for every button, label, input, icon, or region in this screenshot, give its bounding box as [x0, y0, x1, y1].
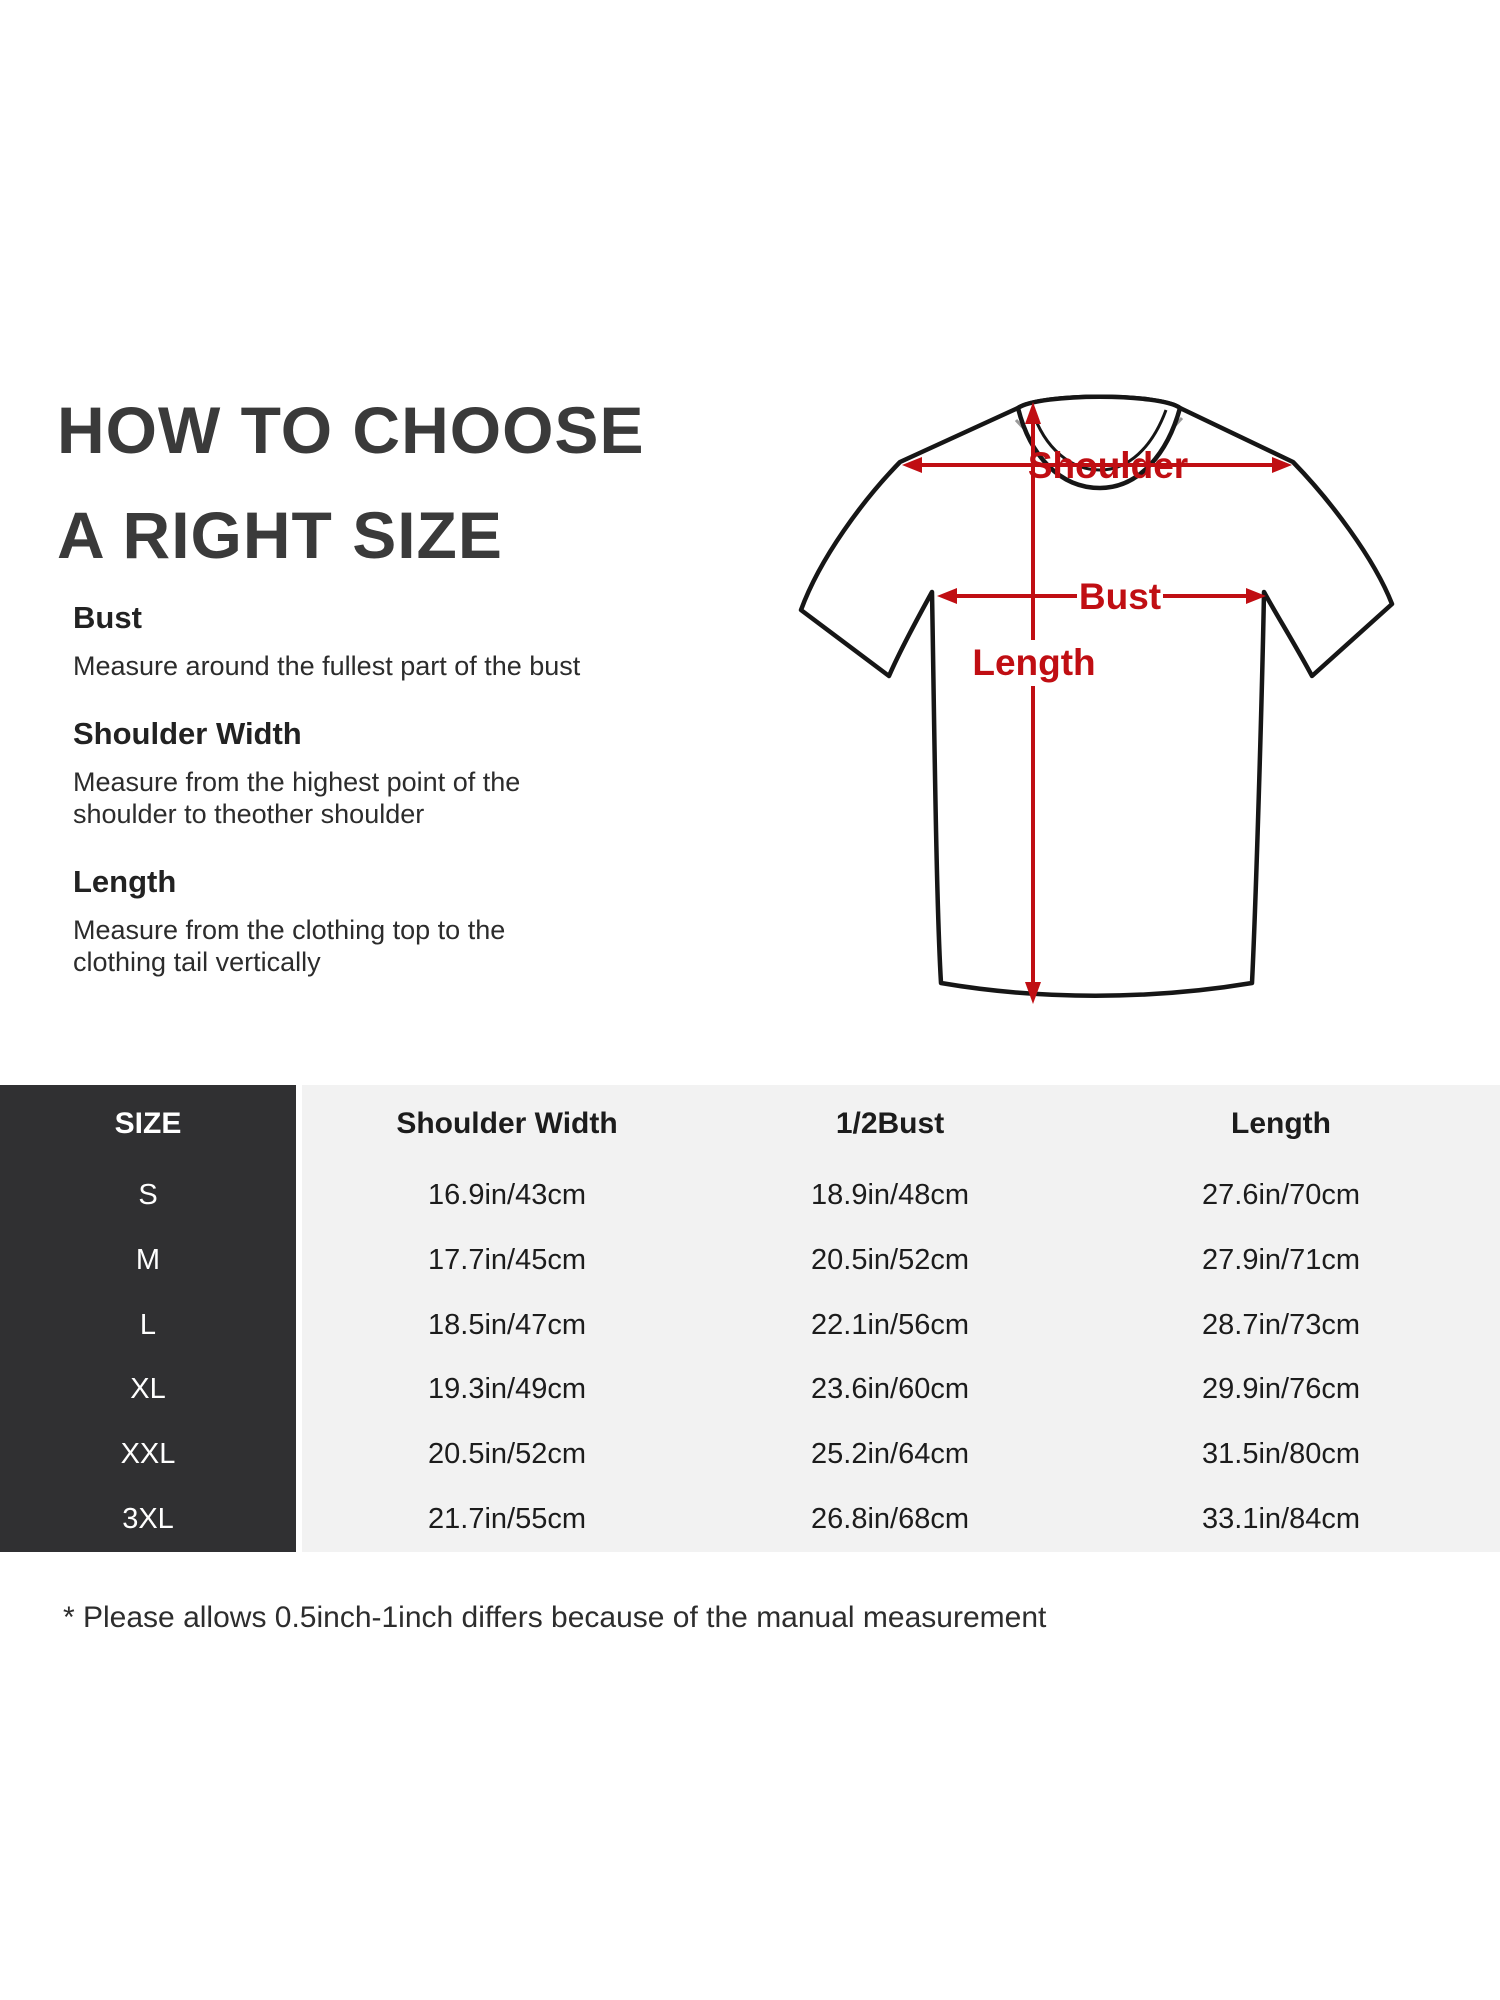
size-label: XXL [120, 1438, 176, 1471]
measurement-value: 28.7in/73cm [1202, 1308, 1360, 1341]
instruction-text: shoulder to theother shoulder [73, 799, 425, 829]
measurement-value: 20.5in/52cm [428, 1438, 586, 1471]
page-title-line1: HOW TO CHOOSE [57, 393, 645, 467]
instruction-text: clothing tail vertically [73, 947, 321, 977]
table-header-size: SIZE [114, 1107, 182, 1140]
table-header-length: Length [1231, 1107, 1331, 1140]
measurement-value: 29.9in/76cm [1202, 1373, 1360, 1406]
size-label: XL [130, 1373, 166, 1406]
measurement-disclaimer: * Please allows 0.5inch-1inch differs because of the manual measurement [63, 1601, 1047, 1634]
measurement-value: 17.7in/45cm [428, 1243, 586, 1276]
instruction-heading: Bust [73, 600, 142, 635]
table-header-half-bust: 1/2Bust [835, 1107, 945, 1140]
measurement-value: 16.9in/43cm [428, 1178, 586, 1211]
size-label: L [139, 1308, 157, 1341]
shoulder-label: Shoulder [1027, 445, 1189, 486]
size-label: M [135, 1243, 161, 1276]
page-title-line2: A RIGHT SIZE [57, 498, 503, 572]
measurement-value: 18.5in/47cm [428, 1308, 586, 1341]
size-table [0, 1085, 1500, 1552]
instruction-heading: Shoulder Width [73, 716, 302, 751]
measurement-value: 33.1in/84cm [1202, 1503, 1360, 1536]
tshirt-outline [801, 397, 1392, 996]
measurement-value: 25.2in/64cm [811, 1438, 969, 1471]
instruction-text: Measure from the clothing top to the [73, 915, 506, 945]
measurement-value: 31.5in/80cm [1202, 1438, 1360, 1471]
size-label: 3XL [122, 1503, 174, 1536]
measurement-value: 22.1in/56cm [811, 1308, 969, 1341]
measurement-value: 27.9in/71cm [1202, 1243, 1360, 1276]
instruction-heading: Length [73, 864, 177, 899]
size-table-grid [0, 1085, 1500, 1552]
bust-label: Bust [1078, 576, 1162, 617]
instruction-text: Measure around the fullest part of the bust [73, 651, 581, 681]
measurement-value: 27.6in/70cm [1202, 1178, 1360, 1211]
measurement-value: 19.3in/49cm [428, 1373, 586, 1406]
table-header-shoulder-width: Shoulder Width [396, 1107, 618, 1140]
instruction-text: Measure from the highest point of the [73, 767, 521, 797]
measurement-value: 18.9in/48cm [811, 1178, 969, 1211]
measurement-value: 21.7in/55cm [428, 1503, 586, 1536]
measurement-value: 23.6in/60cm [811, 1373, 969, 1406]
length-label: Length [972, 642, 1096, 683]
size-label: S [138, 1178, 158, 1211]
measurement-value: 26.8in/68cm [811, 1503, 969, 1536]
measurement-value: 20.5in/52cm [811, 1243, 969, 1276]
